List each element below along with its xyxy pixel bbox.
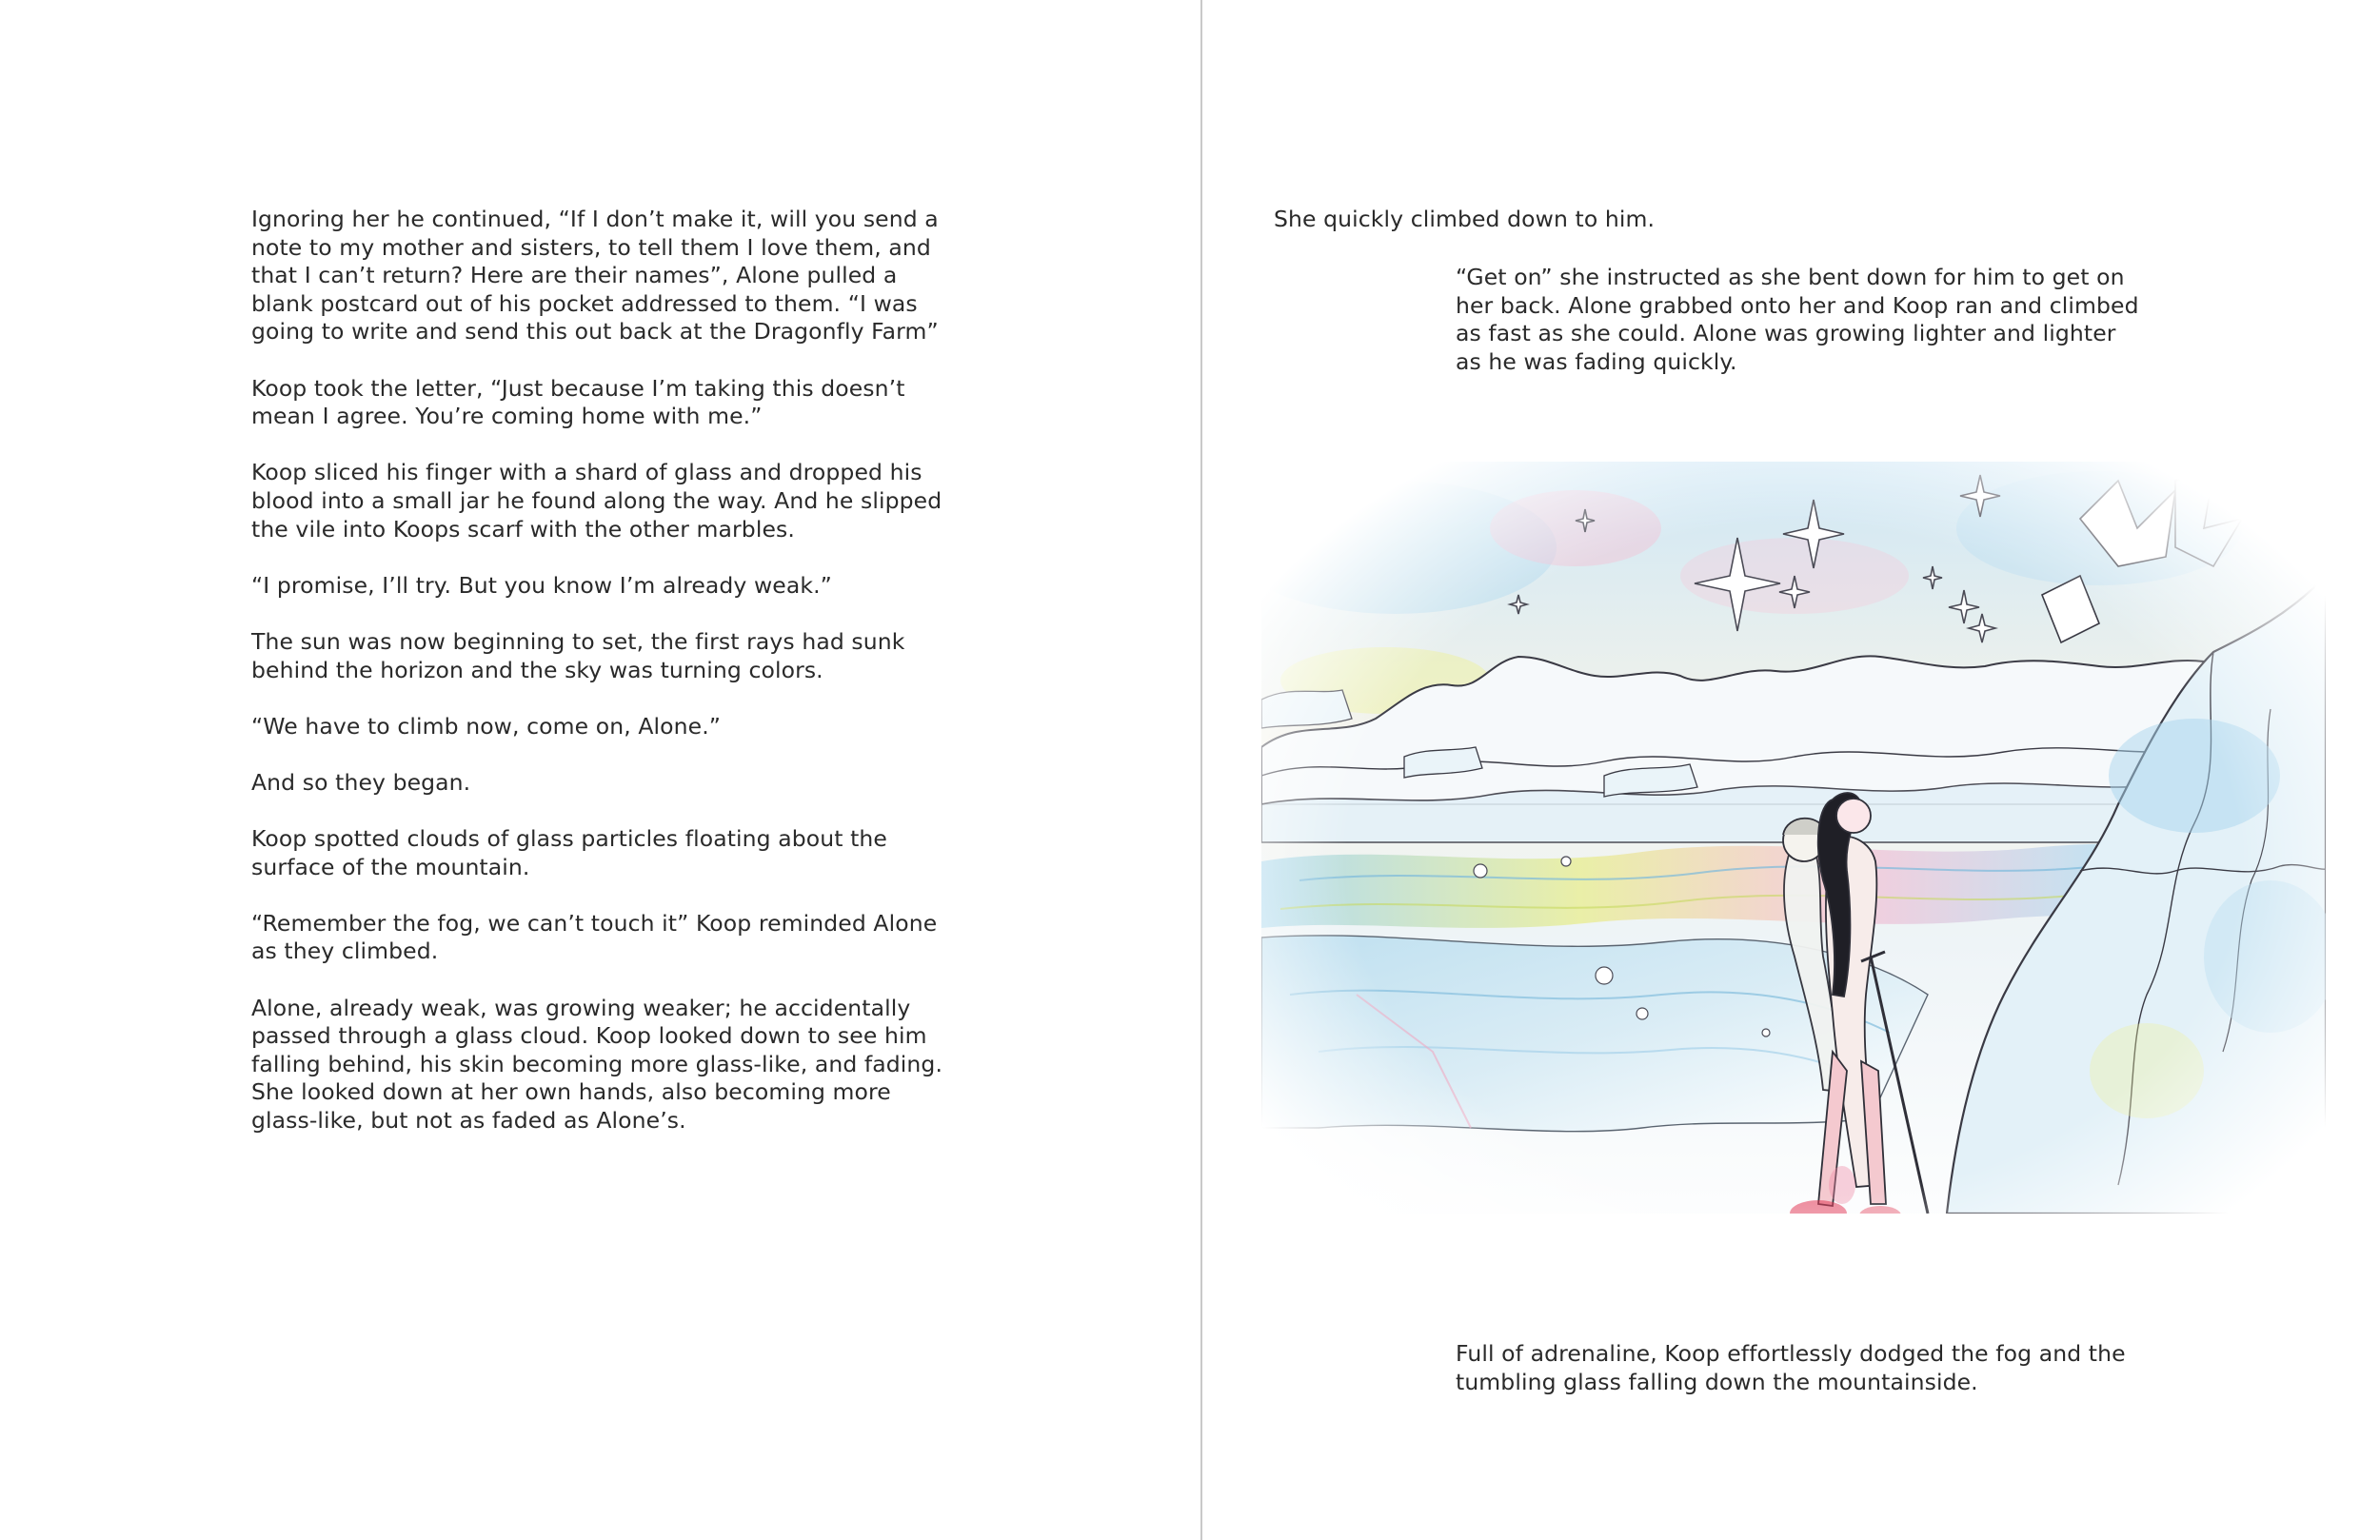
paragraph: Alone, already weak, was growing weaker; he accidentally passed through a glass cloud. Koop looked down to see him falling behind, his skin becoming more glass-like, and fading. She looked down at her own hands, also becoming more glass-like, but not as faded as Alone’s. [251,994,943,1134]
paragraph: And so they began. [251,768,471,796]
right-page-lead [1274,206,1864,262]
mountain-climb-illustration [1261,462,2326,1261]
paragraph: She quickly climbed down to him. [1274,206,1656,232]
right-page-closing-text [1456,1340,2146,1425]
right-page-indented-text [1456,264,2146,405]
paragraph: Full of adrenaline, Koop effortlessly dodged the fog and the tumbling glass falling down the mountainside. [1456,1340,2126,1395]
paragraph: Koop spotted clouds of glass particles floating about the surface of the mountain. [251,825,887,880]
paragraph: “Get on” she instructed as she bent down for him to get on her back. Alone grabbed onto her and Koop ran and climbed as fast as she could. Alone was growing lighter and lighter as he was fading quickly. [1456,264,2139,375]
paragraph: Koop took the letter, “Just because I’m taking this doesn’t mean I agree. You’re coming home with me.” [251,374,905,430]
paragraph: “Remember the fog, we can’t touch it” Koop reminded Alone as they climbed. [251,909,938,965]
paragraph: The sun was now beginning to set, the first rays had sunk behind the horizon and the sky was turning colors. [251,627,905,683]
left-page-text [251,206,961,1163]
paragraph: Ignoring her he continued, “If I don’t make it, will you send a note to my mother and sisters, to tell them I love them, and that I can’t return? Here are their names”, Alone pulled a blank postcard out of his pocket addressed to them. “I was going to write and send this out back at the Dragonfly Farm” [251,206,939,346]
paragraph: “We have to climb now, come on, Alone.” [251,712,722,740]
illustration-drawing [1261,462,2326,1261]
paragraph: Koop sliced his finger with a shard of glass and dropped his blood into a small jar he found along the way. And he slipped the vile into Koops scarf with the other marbles. [251,459,942,543]
paragraph: “I promise, I’ll try. But you know I’m already weak.” [251,571,832,599]
